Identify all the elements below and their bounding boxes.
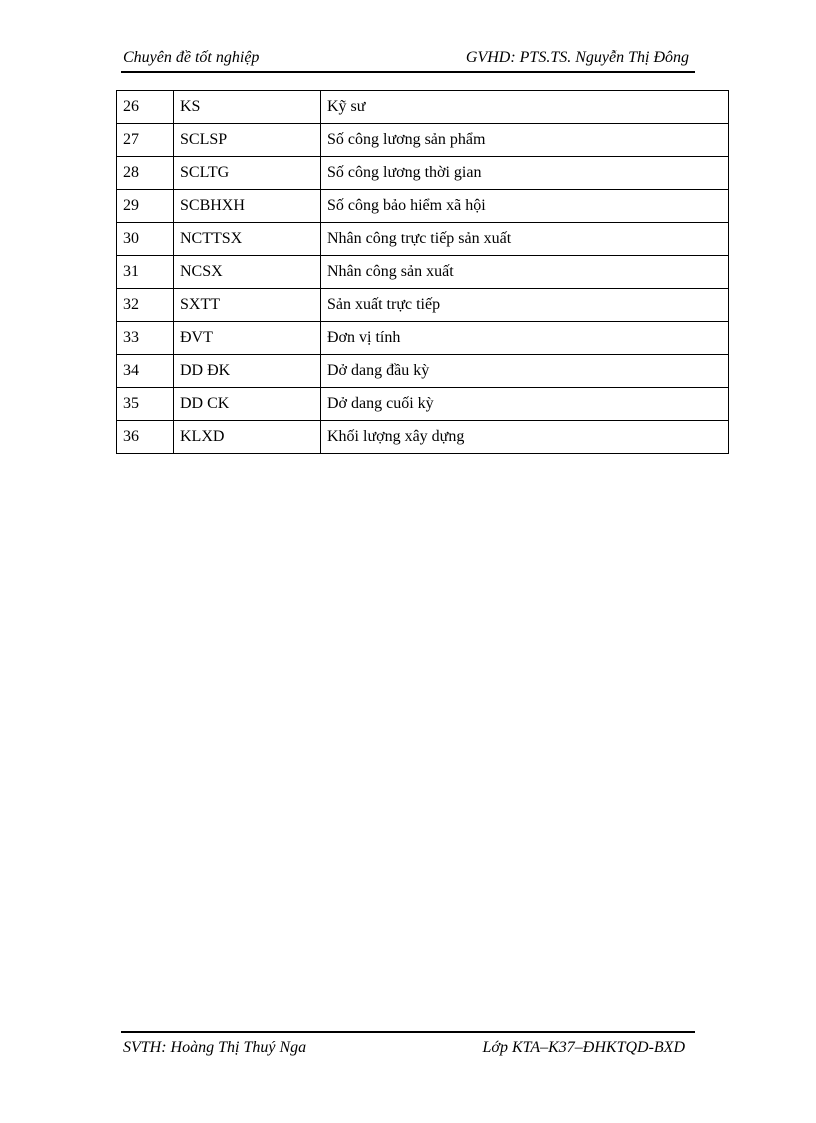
row-abbreviation: SCBHXH bbox=[174, 190, 321, 223]
row-number: 33 bbox=[117, 322, 174, 355]
footer-class: Lớp KTA–K37–ĐHKTQD-BXD bbox=[482, 1039, 685, 1056]
row-meaning: Khối lượng xây dựng bbox=[321, 421, 729, 454]
row-meaning: Số công lương sản phẩm bbox=[321, 124, 729, 157]
table-row bbox=[117, 157, 729, 190]
table-row bbox=[117, 355, 729, 388]
page-footer bbox=[121, 1031, 695, 1063]
page-header bbox=[121, 47, 695, 73]
row-number: 30 bbox=[117, 223, 174, 256]
table-row bbox=[117, 421, 729, 454]
row-number: 29 bbox=[117, 190, 174, 223]
row-meaning: Nhân công sản xuất bbox=[321, 256, 729, 289]
row-meaning: Số công lương thời gian bbox=[321, 157, 729, 190]
row-abbreviation: ĐVT bbox=[174, 322, 321, 355]
row-number: 31 bbox=[117, 256, 174, 289]
table-row bbox=[117, 256, 729, 289]
row-abbreviation: NCSX bbox=[174, 256, 321, 289]
row-meaning: Dở dang cuối kỳ bbox=[321, 388, 729, 421]
table-row bbox=[117, 124, 729, 157]
row-meaning: Nhân công trực tiếp sản xuất bbox=[321, 223, 729, 256]
row-meaning: Dở dang đầu kỳ bbox=[321, 355, 729, 388]
footer-student: SVTH: Hoàng Thị Thuý Nga bbox=[123, 1039, 307, 1056]
row-abbreviation: DD CK bbox=[174, 388, 321, 421]
row-number: 35 bbox=[117, 388, 174, 421]
abbreviation-table bbox=[116, 90, 729, 454]
row-meaning: Kỹ sư bbox=[321, 91, 729, 124]
row-abbreviation: SCLSP bbox=[174, 124, 321, 157]
row-meaning: Số công bảo hiểm xã hội bbox=[321, 190, 729, 223]
header-topic: Chuyên đề tốt nghiệp bbox=[123, 49, 260, 66]
table-row bbox=[117, 388, 729, 421]
row-number: 27 bbox=[117, 124, 174, 157]
header-supervisor: GVHD: PTS.TS. Nguyễn Thị Đông bbox=[465, 49, 689, 66]
row-number: 34 bbox=[117, 355, 174, 388]
row-meaning: Sản xuất trực tiếp bbox=[321, 289, 729, 322]
row-number: 28 bbox=[117, 157, 174, 190]
abbreviation-table-body bbox=[117, 91, 729, 454]
row-number: 36 bbox=[117, 421, 174, 454]
row-number: 26 bbox=[117, 91, 174, 124]
row-abbreviation: SCLTG bbox=[174, 157, 321, 190]
table-row bbox=[117, 289, 729, 322]
row-number: 32 bbox=[117, 289, 174, 322]
table-row bbox=[117, 190, 729, 223]
table-row bbox=[117, 91, 729, 124]
row-abbreviation: SXTT bbox=[174, 289, 321, 322]
row-abbreviation: KLXD bbox=[174, 421, 321, 454]
row-abbreviation: NCTTSX bbox=[174, 223, 321, 256]
row-meaning: Đơn vị tính bbox=[321, 322, 729, 355]
table-row bbox=[117, 223, 729, 256]
row-abbreviation: DD ĐK bbox=[174, 355, 321, 388]
row-abbreviation: KS bbox=[174, 91, 321, 124]
table-row bbox=[117, 322, 729, 355]
